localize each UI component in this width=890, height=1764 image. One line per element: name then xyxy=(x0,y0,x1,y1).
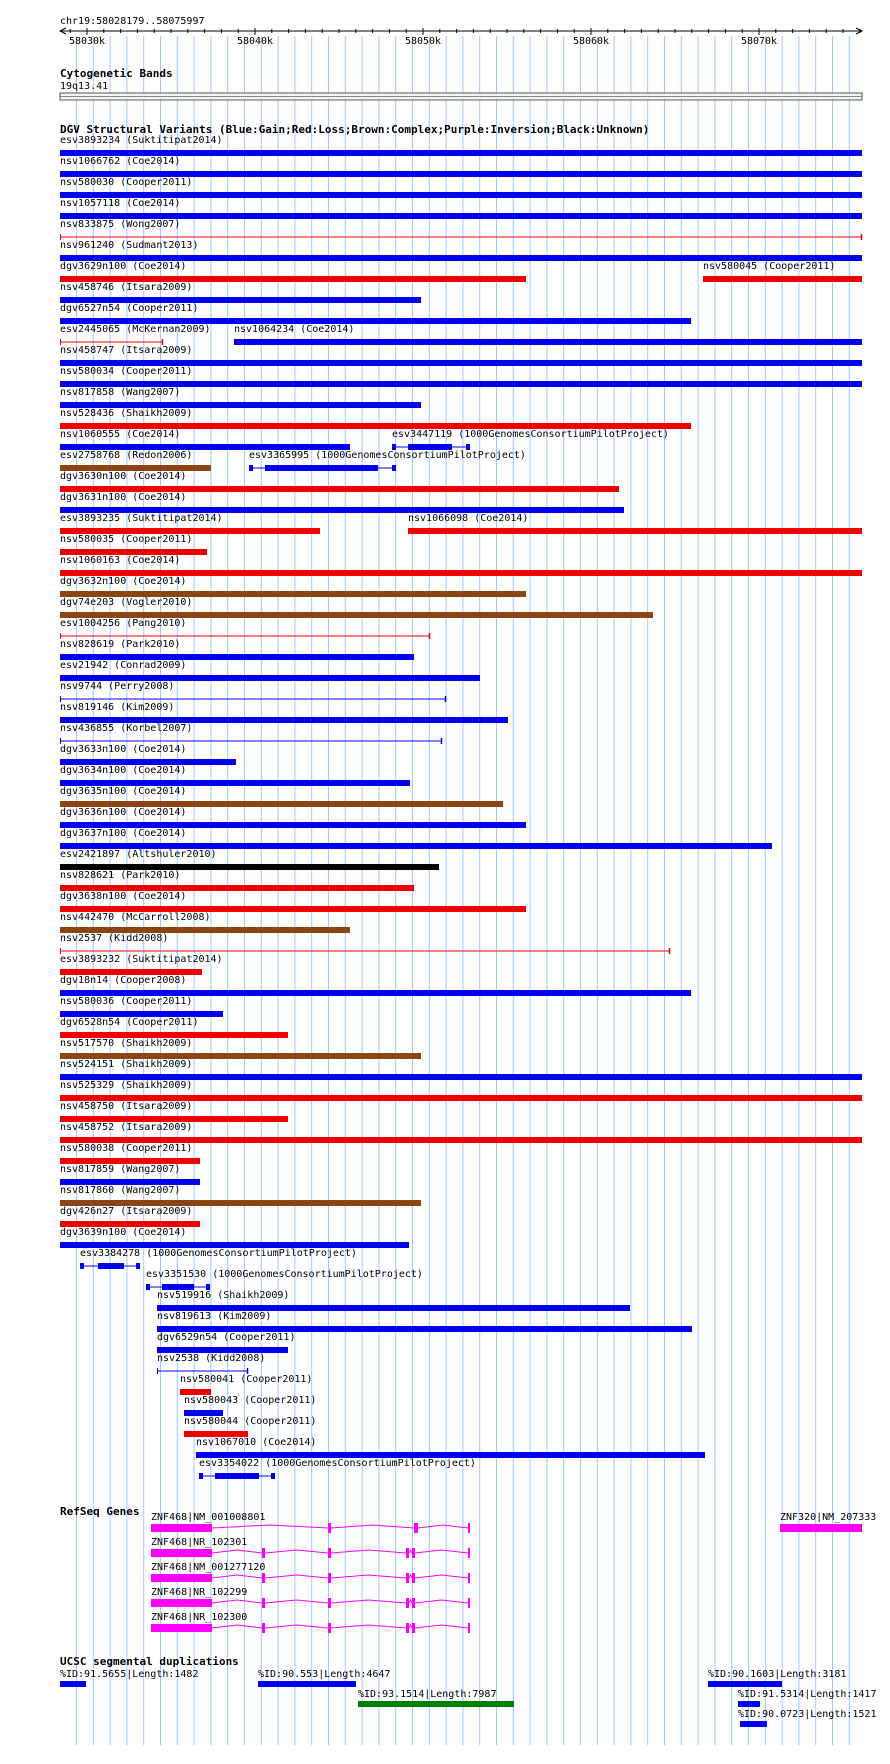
refseq-gene[interactable] xyxy=(780,1512,876,1532)
dgv-feature-list xyxy=(60,135,862,1479)
dgv-feature-label: esv3893235 (Suktitipat2014) xyxy=(60,513,223,524)
gene-intron xyxy=(415,1550,468,1553)
segdup-feature-label: %ID:90.1603|Length:3181 xyxy=(708,1669,847,1680)
dgv-feature-label: dgv3637n100 (Coe2014) xyxy=(60,828,187,839)
dgv-feature-label: nsv2538 (Kidd2008) xyxy=(157,1353,266,1364)
segdup-feature[interactable] xyxy=(358,1689,514,1707)
dgv-feature[interactable] xyxy=(249,450,526,471)
dgv-feature-label: esv3384278 (1000GenomesConsortiumPilotProject) xyxy=(80,1248,357,1259)
segdup-feature-bar[interactable] xyxy=(740,1721,767,1727)
gene-intron xyxy=(212,1550,262,1553)
dgv-feature[interactable] xyxy=(60,1101,288,1122)
dgv-feature[interactable] xyxy=(60,198,862,219)
dgv-feature-segment[interactable] xyxy=(146,1284,150,1290)
gene-exon[interactable] xyxy=(328,1548,331,1558)
dgv-feature[interactable] xyxy=(60,1017,288,1038)
gene-exon[interactable] xyxy=(406,1598,409,1608)
gene-intron xyxy=(409,1550,412,1553)
dgv-feature-bar[interactable] xyxy=(703,276,862,282)
dgv-feature[interactable] xyxy=(60,1059,862,1080)
dgv-feature[interactable] xyxy=(60,177,862,198)
dgv-feature-label: nsv580038 (Cooper2011) xyxy=(60,1143,193,1154)
gene-intron xyxy=(212,1600,262,1603)
gene-intron xyxy=(212,1575,262,1578)
dgv-feature-label: nsv458750 (Itsara2009) xyxy=(60,1101,193,1112)
dgv-feature-label: dgv3632n100 (Coe2014) xyxy=(60,576,187,587)
gene-intron xyxy=(409,1625,412,1628)
cytoband-track xyxy=(60,67,862,100)
gene-intron xyxy=(331,1550,406,1553)
dgv-feature-label: esv3365995 (1000GenomesConsortiumPilotProject) xyxy=(249,450,526,461)
dgv-feature-segment[interactable] xyxy=(392,465,396,471)
gene-intron xyxy=(415,1600,468,1603)
refseq-gene-label: ZNF468|NM_001277120 xyxy=(151,1562,266,1573)
gene-intron xyxy=(265,1600,328,1603)
dgv-feature-segment[interactable] xyxy=(265,465,378,471)
dgv-feature[interactable] xyxy=(60,366,862,387)
dgv-feature-segment[interactable] xyxy=(136,1263,140,1269)
segdup-feature-bar[interactable] xyxy=(60,1681,86,1687)
dgv-feature-label: esv2758768 (Redon2006) xyxy=(60,450,193,461)
dgv-feature[interactable] xyxy=(60,156,862,177)
gene-exon[interactable] xyxy=(151,1599,212,1607)
dgv-feature[interactable] xyxy=(60,1185,421,1206)
dgv-feature[interactable] xyxy=(60,702,508,723)
gene-exon[interactable] xyxy=(328,1623,331,1633)
dgv-feature[interactable] xyxy=(60,135,862,156)
dgv-feature-label: nsv1067010 (Coe2014) xyxy=(196,1437,317,1448)
dgv-feature[interactable] xyxy=(234,324,862,345)
dgv-feature-label: esv21942 (Conrad2009) xyxy=(60,660,187,671)
dgv-feature[interactable] xyxy=(60,513,320,534)
dgv-feature[interactable] xyxy=(60,849,439,870)
gene-exon[interactable] xyxy=(406,1548,409,1558)
dgv-feature[interactable] xyxy=(60,261,526,282)
dgv-feature[interactable] xyxy=(199,1458,476,1479)
dgv-feature-label: nsv819613 (Kim2009) xyxy=(157,1311,272,1322)
gene-intron xyxy=(212,1525,328,1528)
gene-intron xyxy=(409,1600,412,1603)
dgv-feature-label: nsv828619 (Park2010) xyxy=(60,639,181,650)
ruler-tick-label: 58030k xyxy=(68,36,106,47)
dgv-feature[interactable] xyxy=(60,975,691,996)
dgv-feature-label: dgv74e203 (Vogler2010) xyxy=(60,597,193,608)
dgv-feature[interactable] xyxy=(60,891,526,912)
dgv-feature-label: nsv517570 (Shaikh2009) xyxy=(60,1038,193,1049)
gene-exon[interactable] xyxy=(262,1573,265,1583)
dgv-feature-segment[interactable] xyxy=(249,465,253,471)
dgv-feature-label: nsv458746 (Itsara2009) xyxy=(60,282,193,293)
dgv-feature[interactable] xyxy=(60,723,442,744)
cytoband-label: 19q13.41 xyxy=(60,81,109,92)
dgv-feature-label: nsv817860 (Wang2007) xyxy=(60,1185,181,1196)
dgv-feature-segment[interactable] xyxy=(271,1473,275,1479)
dgv-feature-label: esv3893232 (Suktitipat2014) xyxy=(60,954,223,965)
ruler-tick-label: 58060k xyxy=(572,36,610,47)
dgv-feature[interactable] xyxy=(60,387,421,408)
gene-exon[interactable] xyxy=(151,1549,212,1557)
gene-intron xyxy=(331,1625,406,1628)
ruler-tick-label: 58070k xyxy=(740,36,778,47)
dgv-feature[interactable] xyxy=(184,1416,316,1437)
dgv-feature-label: esv2421897 (Altshuler2010) xyxy=(60,849,217,860)
dgv-feature-label: nsv817858 (Wang2007) xyxy=(60,387,181,398)
dgv-feature[interactable] xyxy=(60,345,862,366)
dgv-feature-segment[interactable] xyxy=(98,1263,124,1269)
segdup-feature-bar[interactable] xyxy=(708,1681,782,1687)
dgv-feature-label: dgv6527n54 (Cooper2011) xyxy=(60,303,199,314)
gene-intron xyxy=(212,1625,262,1628)
dgv-feature[interactable] xyxy=(60,429,350,450)
dgv-feature-label: nsv525329 (Shaikh2009) xyxy=(60,1080,193,1091)
dgv-feature[interactable] xyxy=(157,1353,265,1374)
dgv-feature[interactable] xyxy=(196,1437,705,1458)
dgv-feature[interactable] xyxy=(60,408,691,429)
dgv-feature[interactable] xyxy=(60,765,410,786)
dgv-track-title: DGV Structural Variants (Blue:Gain;Red:Loss;Brown:Complex;Purple:Inversion;Black:Unknown) xyxy=(60,123,650,136)
gene-exon[interactable] xyxy=(406,1573,409,1583)
segdup-feature[interactable] xyxy=(738,1689,876,1707)
dgv-feature-label: nsv519916 (Shaikh2009) xyxy=(157,1290,290,1301)
dgv-feature[interactable] xyxy=(60,786,503,807)
gene-exon[interactable] xyxy=(262,1623,265,1633)
dgv-feature-label: nsv1066762 (Coe2014) xyxy=(60,156,181,167)
region-label: chr19:58028179..58075997 xyxy=(60,16,205,27)
dgv-feature[interactable] xyxy=(146,1269,423,1290)
ruler xyxy=(60,16,862,47)
dgv-feature[interactable] xyxy=(180,1374,312,1395)
segdup-feature-bar[interactable] xyxy=(358,1701,514,1707)
dgv-feature-label: esv3354022 (1000GenomesConsortiumPilotProject) xyxy=(199,1458,476,1469)
dgv-feature-label: nsv580034 (Cooper2011) xyxy=(60,366,193,377)
dgv-feature[interactable] xyxy=(60,492,624,513)
dgv-feature-label: dgv426n27 (Itsara2009) xyxy=(60,1206,193,1217)
gene-exon[interactable] xyxy=(468,1598,470,1608)
dgv-feature-label: nsv1060555 (Coe2014) xyxy=(60,429,181,440)
gene-exon[interactable] xyxy=(468,1523,470,1533)
dgv-feature[interactable] xyxy=(157,1311,692,1332)
cytoband-track-title: Cytogenetic Bands xyxy=(60,67,173,80)
dgv-feature-label: nsv1064234 (Coe2014) xyxy=(234,324,355,335)
dgv-feature[interactable] xyxy=(184,1395,316,1416)
gene-exon[interactable] xyxy=(414,1523,418,1533)
dgv-feature[interactable] xyxy=(60,1038,421,1059)
dgv-feature-label: dgv3639n100 (Coe2014) xyxy=(60,1227,187,1238)
dgv-feature[interactable] xyxy=(60,660,480,681)
refseq-gene-label: ZNF468|NR_102301 xyxy=(151,1537,248,1548)
dgv-feature-label: dgv3635n100 (Coe2014) xyxy=(60,786,187,797)
dgv-feature-label: nsv2537 (Kidd2008) xyxy=(60,933,169,944)
dgv-feature[interactable] xyxy=(60,744,236,765)
segdup-feature-label: %ID:91.5655|Length:1482 xyxy=(60,1669,199,1680)
segdup-feature-bar[interactable] xyxy=(738,1701,760,1707)
dgv-feature-label: nsv580045 (Cooper2011) xyxy=(703,261,836,272)
dgv-feature-label: nsv458747 (Itsara2009) xyxy=(60,345,193,356)
dgv-feature[interactable] xyxy=(60,807,526,828)
gene-intron xyxy=(415,1625,468,1628)
gene-exon[interactable] xyxy=(412,1548,415,1558)
ruler-tick-label: 58050k xyxy=(404,36,442,47)
dgv-feature-label: dgv3634n100 (Coe2014) xyxy=(60,765,187,776)
dgv-feature-segment[interactable] xyxy=(215,1473,259,1479)
dgv-feature[interactable] xyxy=(60,1227,409,1248)
dgv-feature[interactable] xyxy=(60,240,862,261)
dgv-feature-label: nsv524151 (Shaikh2009) xyxy=(60,1059,193,1070)
dgv-feature-label: nsv828621 (Park2010) xyxy=(60,870,181,881)
refseq-gene-label: ZNF468|NM_001008801 xyxy=(151,1512,266,1523)
dgv-feature[interactable] xyxy=(60,471,619,492)
gene-intron xyxy=(331,1575,406,1578)
dgv-feature-label: nsv580044 (Cooper2011) xyxy=(184,1416,317,1427)
dgv-feature[interactable] xyxy=(60,870,414,891)
gene-exon[interactable] xyxy=(468,1573,470,1583)
dgv-feature-label: dgv18n14 (Cooper2008) xyxy=(60,975,187,986)
segdup-feature[interactable] xyxy=(738,1709,876,1727)
gene-exon[interactable] xyxy=(262,1548,265,1558)
refseq-gene-label: ZNF468|NR_102299 xyxy=(151,1587,248,1598)
dgv-feature[interactable] xyxy=(60,555,862,576)
refseq-gene[interactable] xyxy=(151,1612,470,1633)
dgv-feature[interactable] xyxy=(408,513,862,534)
segdup-feature[interactable] xyxy=(258,1669,390,1687)
dgv-feature-label: nsv1057118 (Coe2014) xyxy=(60,198,181,209)
gene-exon[interactable] xyxy=(151,1624,212,1632)
refseq-track-title: RefSeq Genes xyxy=(60,1505,140,1518)
gene-exon[interactable] xyxy=(151,1574,212,1582)
gene-exon[interactable] xyxy=(328,1523,331,1533)
segdup-feature-label: %ID:90.553|Length:4647 xyxy=(258,1669,391,1680)
dgv-feature-label: nsv833875 (Wong2007) xyxy=(60,219,181,230)
gene-intron xyxy=(415,1575,468,1578)
refseq-gene[interactable] xyxy=(151,1512,470,1533)
dgv-feature-segment[interactable] xyxy=(80,1263,84,1269)
dgv-feature-label: dgv3630n100 (Coe2014) xyxy=(60,471,187,482)
segdup-feature-label: %ID:93.1514|Length:7987 xyxy=(358,1689,497,1700)
dgv-feature-bar[interactable] xyxy=(234,339,862,345)
dgv-feature-label: nsv580030 (Cooper2011) xyxy=(60,177,193,188)
dgv-feature[interactable] xyxy=(60,933,670,954)
gene-intron xyxy=(331,1525,414,1528)
dgv-feature[interactable] xyxy=(60,912,350,933)
gene-exon[interactable] xyxy=(262,1598,265,1608)
refseq-gene[interactable] xyxy=(151,1587,470,1608)
dgv-feature[interactable] xyxy=(157,1332,295,1353)
dgv-feature[interactable] xyxy=(60,282,421,303)
dgv-feature-label: esv3351530 (1000GenomesConsortiumPilotProject) xyxy=(146,1269,423,1280)
gene-exon[interactable] xyxy=(406,1623,409,1633)
segdup-track xyxy=(60,1655,876,1727)
dgv-feature-label: dgv3633n100 (Coe2014) xyxy=(60,744,187,755)
dgv-feature-label: dgv3629n100 (Coe2014) xyxy=(60,261,187,272)
dgv-feature[interactable] xyxy=(60,534,207,555)
dgv-feature-label: nsv580036 (Cooper2011) xyxy=(60,996,193,1007)
dgv-feature-label: nsv436855 (Korbel2007) xyxy=(60,723,193,734)
dgv-feature[interactable] xyxy=(60,1122,862,1143)
dgv-feature[interactable] xyxy=(80,1248,357,1269)
gene-exon[interactable] xyxy=(412,1573,415,1583)
dgv-feature[interactable] xyxy=(60,576,526,597)
dgv-feature[interactable] xyxy=(60,1206,200,1227)
gene-intron xyxy=(265,1625,328,1628)
gene-intron xyxy=(331,1600,406,1603)
segdup-feature-label: %ID:90.0723|Length:1521 xyxy=(738,1709,877,1720)
gene-intron xyxy=(418,1525,468,1528)
dgv-feature-label: nsv580043 (Cooper2011) xyxy=(184,1395,317,1406)
segdup-feature[interactable] xyxy=(708,1669,846,1687)
dgv-feature-segment[interactable] xyxy=(199,1473,203,1479)
refseq-gene[interactable] xyxy=(151,1562,470,1583)
dgv-feature[interactable] xyxy=(60,681,446,702)
dgv-feature[interactable] xyxy=(60,450,211,471)
dgv-feature-label: dgv3631n100 (Coe2014) xyxy=(60,492,187,503)
segdup-feature-bar[interactable] xyxy=(258,1681,356,1687)
dgv-feature-label: esv3893234 (Suktitipat2014) xyxy=(60,135,223,146)
dgv-feature-label: dgv3638n100 (Coe2014) xyxy=(60,891,187,902)
dgv-feature[interactable] xyxy=(157,1290,630,1311)
dgv-feature-label: nsv1060163 (Coe2014) xyxy=(60,555,181,566)
dgv-feature[interactable] xyxy=(60,1143,200,1164)
dgv-feature-label: nsv817859 (Wang2007) xyxy=(60,1164,181,1175)
dgv-feature-label: esv1004256 (Pang2010) xyxy=(60,618,187,629)
dgv-feature-label: dgv6528n54 (Cooper2011) xyxy=(60,1017,199,1028)
refseq-gene-label: ZNF320|NM_207333 xyxy=(780,1512,877,1523)
dgv-feature-label: nsv442470 (McCarroll2008) xyxy=(60,912,211,923)
segdup-track-title: UCSC segmental duplications xyxy=(60,1655,239,1668)
gene-intron xyxy=(265,1575,328,1578)
refseq-gene-label: ZNF468|NR_102300 xyxy=(151,1612,248,1623)
dgv-feature-label: esv2445065 (McKernan2009) xyxy=(60,324,211,335)
gene-intron xyxy=(265,1550,328,1553)
dgv-feature[interactable] xyxy=(60,219,862,240)
gene-exon[interactable] xyxy=(412,1598,415,1608)
refseq-gene[interactable] xyxy=(151,1537,470,1558)
dgv-feature-label: nsv580041 (Cooper2011) xyxy=(180,1374,313,1385)
dgv-feature[interactable] xyxy=(60,954,223,975)
dgv-feature[interactable] xyxy=(703,261,862,282)
gene-exon[interactable] xyxy=(151,1524,212,1532)
gene-exon[interactable] xyxy=(780,1524,862,1532)
dgv-feature-label: nsv961240 (Sudmant2013) xyxy=(60,240,199,251)
dgv-feature-label: esv3447119 (1000GenomesConsortiumPilotProject) xyxy=(392,429,669,440)
dgv-feature[interactable] xyxy=(60,639,414,660)
dgv-feature-label: nsv528436 (Shaikh2009) xyxy=(60,408,193,419)
gene-exon[interactable] xyxy=(468,1548,470,1558)
refseq-track xyxy=(60,1505,876,1633)
gene-exon[interactable] xyxy=(412,1623,415,1633)
gene-exon[interactable] xyxy=(328,1573,331,1583)
dgv-feature-bar[interactable] xyxy=(408,528,862,534)
dgv-feature-label: nsv1066098 (Coe2014) xyxy=(408,513,529,524)
gene-exon[interactable] xyxy=(468,1623,470,1633)
dgv-feature-label: dgv6529n54 (Cooper2011) xyxy=(157,1332,296,1343)
gene-exon[interactable] xyxy=(328,1598,331,1608)
dgv-feature[interactable] xyxy=(60,1164,200,1185)
dgv-feature[interactable] xyxy=(60,996,223,1017)
dgv-feature[interactable] xyxy=(60,324,211,345)
ruler-tick-label: 58040k xyxy=(236,36,274,47)
dgv-feature-label: nsv458752 (Itsara2009) xyxy=(60,1122,193,1133)
dgv-feature-label: nsv9744 (Perry2008) xyxy=(60,681,175,692)
dgv-feature-label: dgv3636n100 (Coe2014) xyxy=(60,807,187,818)
dgv-feature[interactable] xyxy=(60,1080,862,1101)
dgv-feature[interactable] xyxy=(60,303,691,324)
segdup-feature-label: %ID:91.5314|Length:1417 xyxy=(738,1689,877,1700)
dgv-feature-label: nsv819146 (Kim2009) xyxy=(60,702,175,713)
segdup-feature-list xyxy=(60,1669,876,1727)
dgv-feature-label: nsv580035 (Cooper2011) xyxy=(60,534,193,545)
dgv-feature[interactable] xyxy=(60,828,772,849)
gene-intron xyxy=(409,1575,412,1578)
dgv-track xyxy=(60,123,862,1479)
